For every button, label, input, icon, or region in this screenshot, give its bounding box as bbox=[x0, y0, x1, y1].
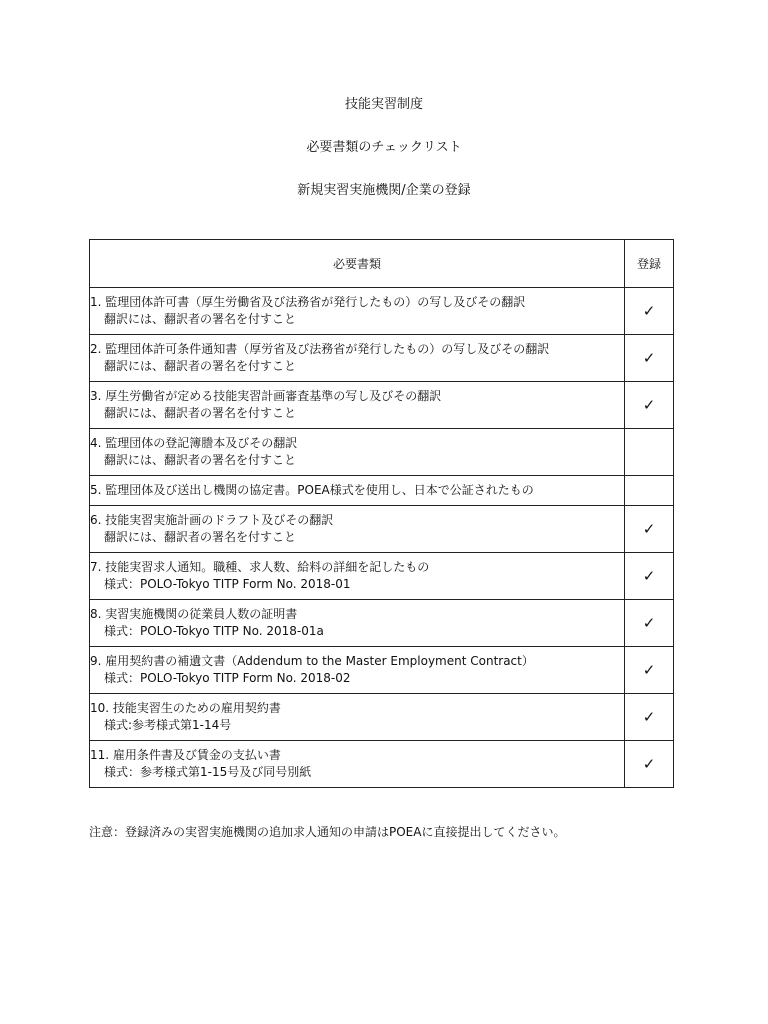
document-cell bbox=[90, 694, 625, 741]
document-cell bbox=[90, 288, 625, 335]
document-item-text: 11. 雇用条件書及び賃金の支払い書 bbox=[90, 748, 281, 762]
document-item-text: 9. 雇用契約書の補遺文書（Addendum to the Master Employment Contract） bbox=[90, 654, 534, 668]
registration-check-cell bbox=[625, 382, 674, 429]
document-item-text: 2. 監理団体許可条件通知書（厚労省及び法務省が発行したもの）の写し及びその翻訳 bbox=[90, 342, 550, 356]
checkmark-icon: ✓ bbox=[642, 349, 656, 367]
document-item-note: 様式:参考様式第1-14号 bbox=[104, 718, 232, 732]
checkmark-icon: ✓ bbox=[642, 520, 656, 538]
table-row bbox=[90, 476, 674, 506]
table-row bbox=[90, 694, 674, 741]
registration-check-cell bbox=[625, 553, 674, 600]
document-cell bbox=[90, 741, 625, 788]
document-item-note: 翻訳には、翻訳者の署名を付すこと bbox=[104, 312, 297, 326]
checklist-table bbox=[89, 239, 674, 788]
table-row bbox=[90, 335, 674, 382]
table-row bbox=[90, 600, 674, 647]
registration-check-cell bbox=[625, 506, 674, 553]
registration-check-cell bbox=[625, 335, 674, 382]
document-item-note: 翻訳には、翻訳者の署名を付すこと bbox=[104, 406, 297, 420]
checkmark-icon: ✓ bbox=[642, 567, 656, 585]
document-item-text: 8. 実習実施機関の従業員人数の証明書 bbox=[90, 607, 298, 621]
column-header-documents: 必要書類 bbox=[90, 240, 625, 288]
document-item-note: 翻訳には、翻訳者の署名を付すこと bbox=[104, 453, 297, 467]
registration-check-cell bbox=[625, 288, 674, 335]
table-header-row bbox=[90, 240, 674, 288]
table-row bbox=[90, 741, 674, 788]
document-item-text: 6. 技能実習実施計画のドラフト及びその翻訳 bbox=[90, 513, 334, 527]
section-title: 新規実習実施機関/企業の登録 bbox=[297, 183, 471, 198]
table-row bbox=[90, 288, 674, 335]
document-item-text: 5. 監理団体及び送出し機関の協定書。POEA様式を使用し、日本で公証されたもの bbox=[90, 483, 534, 497]
registration-check-cell bbox=[625, 600, 674, 647]
document-item-note: 翻訳には、翻訳者の署名を付すこと bbox=[104, 530, 297, 544]
checkmark-icon: ✓ bbox=[642, 755, 656, 773]
document-cell bbox=[90, 382, 625, 429]
document-cell bbox=[90, 429, 625, 476]
document-title: 技能実習制度 bbox=[344, 97, 423, 112]
footer-note: 注意：登録済みの実習実施機関の追加求人通知の申請はPOEAに直接提出してください。 bbox=[89, 825, 566, 839]
document-subtitle: 必要書類のチェックリスト bbox=[306, 140, 462, 155]
document-cell bbox=[90, 506, 625, 553]
registration-check-cell bbox=[625, 429, 674, 476]
document-item-note: 様式：POLO-Tokyo TITP Form No. 2018-02 bbox=[104, 671, 351, 685]
document-item-note: 翻訳には、翻訳者の署名を付すこと bbox=[104, 359, 297, 373]
document-item-text: 10. 技能実習生のための雇用契約書 bbox=[90, 701, 281, 715]
document-item-text: 4. 監理団体の登記簿謄本及びその翻訳 bbox=[90, 436, 298, 450]
document-item-text: 1. 監理団体許可書（厚生労働省及び法務省が発行したもの）の写し及びその翻訳 bbox=[90, 295, 526, 309]
document-cell bbox=[90, 476, 625, 506]
document-cell bbox=[90, 647, 625, 694]
registration-check-cell bbox=[625, 476, 674, 506]
document-cell bbox=[90, 335, 625, 382]
document-cell bbox=[90, 600, 625, 647]
table-row bbox=[90, 429, 674, 476]
checkmark-icon: ✓ bbox=[642, 614, 656, 632]
document-cell bbox=[90, 553, 625, 600]
registration-check-cell bbox=[625, 647, 674, 694]
registration-check-cell bbox=[625, 694, 674, 741]
column-header-registration: 登録 bbox=[625, 240, 674, 288]
table-body bbox=[90, 288, 674, 788]
document-item-note: 様式：参考様式第1-15号及び同号別紙 bbox=[104, 765, 312, 779]
document-item-text: 3. 厚生労働省が定める技能実習計画審査基準の写し及びその翻訳 bbox=[90, 389, 442, 403]
table-row bbox=[90, 506, 674, 553]
table-row bbox=[90, 553, 674, 600]
table-row bbox=[90, 647, 674, 694]
checkmark-icon: ✓ bbox=[642, 708, 656, 726]
registration-check-cell bbox=[625, 741, 674, 788]
table-row bbox=[90, 382, 674, 429]
document-item-note: 様式：POLO-Tokyo TITP No. 2018-01a bbox=[104, 624, 324, 638]
checkmark-icon: ✓ bbox=[642, 661, 656, 679]
checkmark-icon: ✓ bbox=[642, 302, 656, 320]
document-item-text: 7. 技能実習求人通知。職種、求人数、給料の詳細を記したもの bbox=[90, 560, 430, 574]
checkmark-icon: ✓ bbox=[642, 396, 656, 414]
document-item-note: 様式：POLO-Tokyo TITP Form No. 2018-01 bbox=[104, 577, 351, 591]
